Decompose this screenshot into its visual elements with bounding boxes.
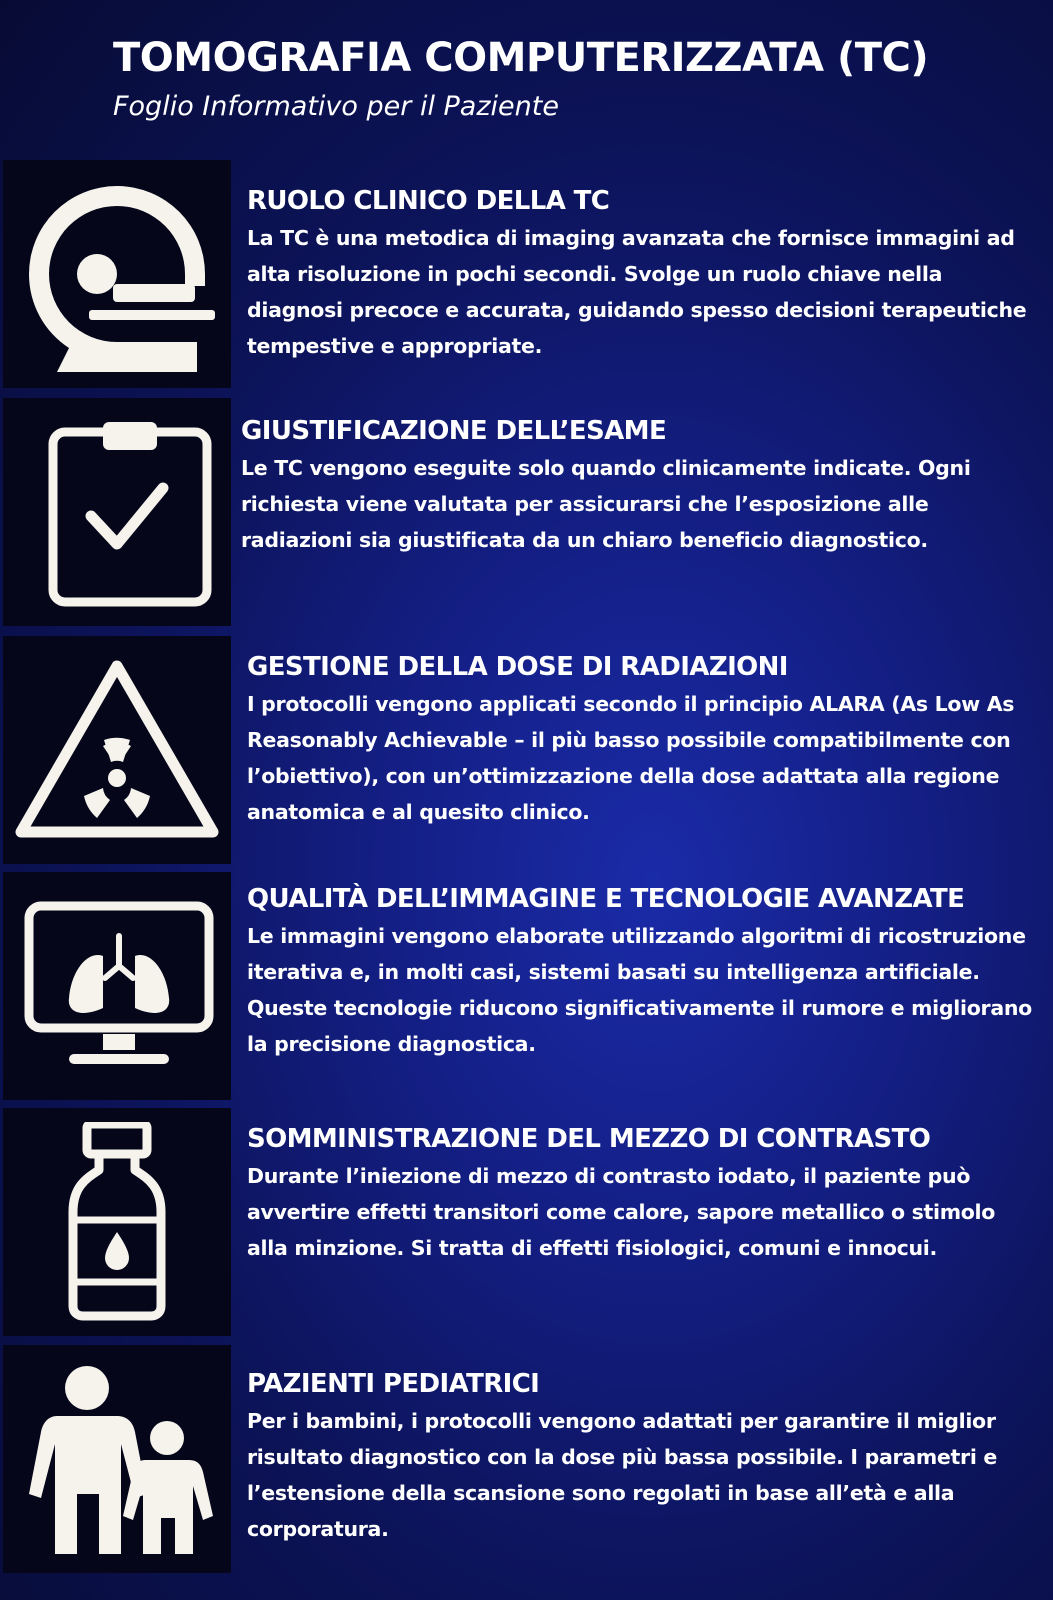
adult-child-icon (17, 1354, 217, 1564)
section-icon-tile (3, 160, 231, 388)
section-body: I protocolli vengono applicati secondo il principio ALARA (As Low As Reasonably Achievable – il più basso possibile compatibilmente con l’obiettivo), con un’ottimizzazione della dose adattata alla regione anatomica e al quesito clinico. (247, 692, 1015, 824)
clipboard-check-icon (17, 412, 217, 612)
section-body: Le immagini vengono elaborate utilizzando algoritmi di ricostruzione iterativa e, in molti casi, sistemi basati su intelligenza artificiale. Queste tecnologie riducono significativamente il rumore e migliorano la precisione diagnostica. (247, 924, 1032, 1056)
section-text (247, 648, 1039, 830)
page-subtitle: Foglio Informativo per il Paziente (113, 91, 559, 122)
section-title: RUOLO CLINICO DELLA TC (247, 186, 610, 216)
section-icon-tile (3, 872, 231, 1100)
section-body: La TC è una metodica di imaging avanzata che fornisce immagini ad alta risoluzione in pochi secondi. Svolge un ruolo chiave nella diagnosi precoce e accurata, guidando spesso decisioni terapeutiche tempestive e appropriate. (247, 226, 1027, 358)
section-icon-tile (3, 398, 231, 626)
section-icon-tile (3, 636, 231, 864)
section-body: Per i bambini, i protocolli vengono adattati per garantire il miglior risultato diagnostico con la dose più bassa possibile. I parametri e l’estensione della scansione sono regolati in base all’età e alla corporatura. (247, 1409, 997, 1541)
ct-scanner-icon (17, 174, 217, 374)
section-title: QUALITÀ DELL’IMMAGINE E TECNOLOGIE AVANZATE (247, 884, 965, 914)
section-text (247, 1120, 1039, 1266)
section-text (247, 1365, 1039, 1547)
section-icon-tile (3, 1108, 231, 1336)
section-body: Durante l’iniezione di mezzo di contrasto iodato, il paziente può avvertire effetti transitori come calore, sapore metallico o stimolo alla minzione. Si tratta di effetti fisiologici, comuni e innocui. (247, 1164, 996, 1260)
section-text (247, 880, 1039, 1062)
radiation-warning-icon (9, 650, 225, 850)
section-title: GESTIONE DELLA DOSE DI RADIAZIONI (247, 652, 788, 682)
section-icon-tile (3, 1345, 231, 1573)
section-text (241, 412, 1039, 558)
section-title: GIUSTIFICAZIONE DELL’ESAME (241, 416, 667, 446)
section-title: PAZIENTI PEDIATRICI (247, 1369, 540, 1399)
page-header (113, 30, 1033, 126)
section-title: SOMMINISTRAZIONE DEL MEZZO DI CONTRASTO (247, 1124, 931, 1154)
contrast-bottle-icon (17, 1122, 217, 1322)
section-body: Le TC vengono eseguite solo quando clinicamente indicate. Ogni richiesta viene valutata per assicurarsi che l’esposizione alle radiazioni sia giustificata da un chiaro beneficio diagnostico. (241, 456, 971, 552)
monitor-lungs-icon (17, 886, 217, 1086)
page-title: TOMOGRAFIA COMPUTERIZZATA (TC) (113, 35, 929, 81)
section-text (247, 182, 1039, 364)
